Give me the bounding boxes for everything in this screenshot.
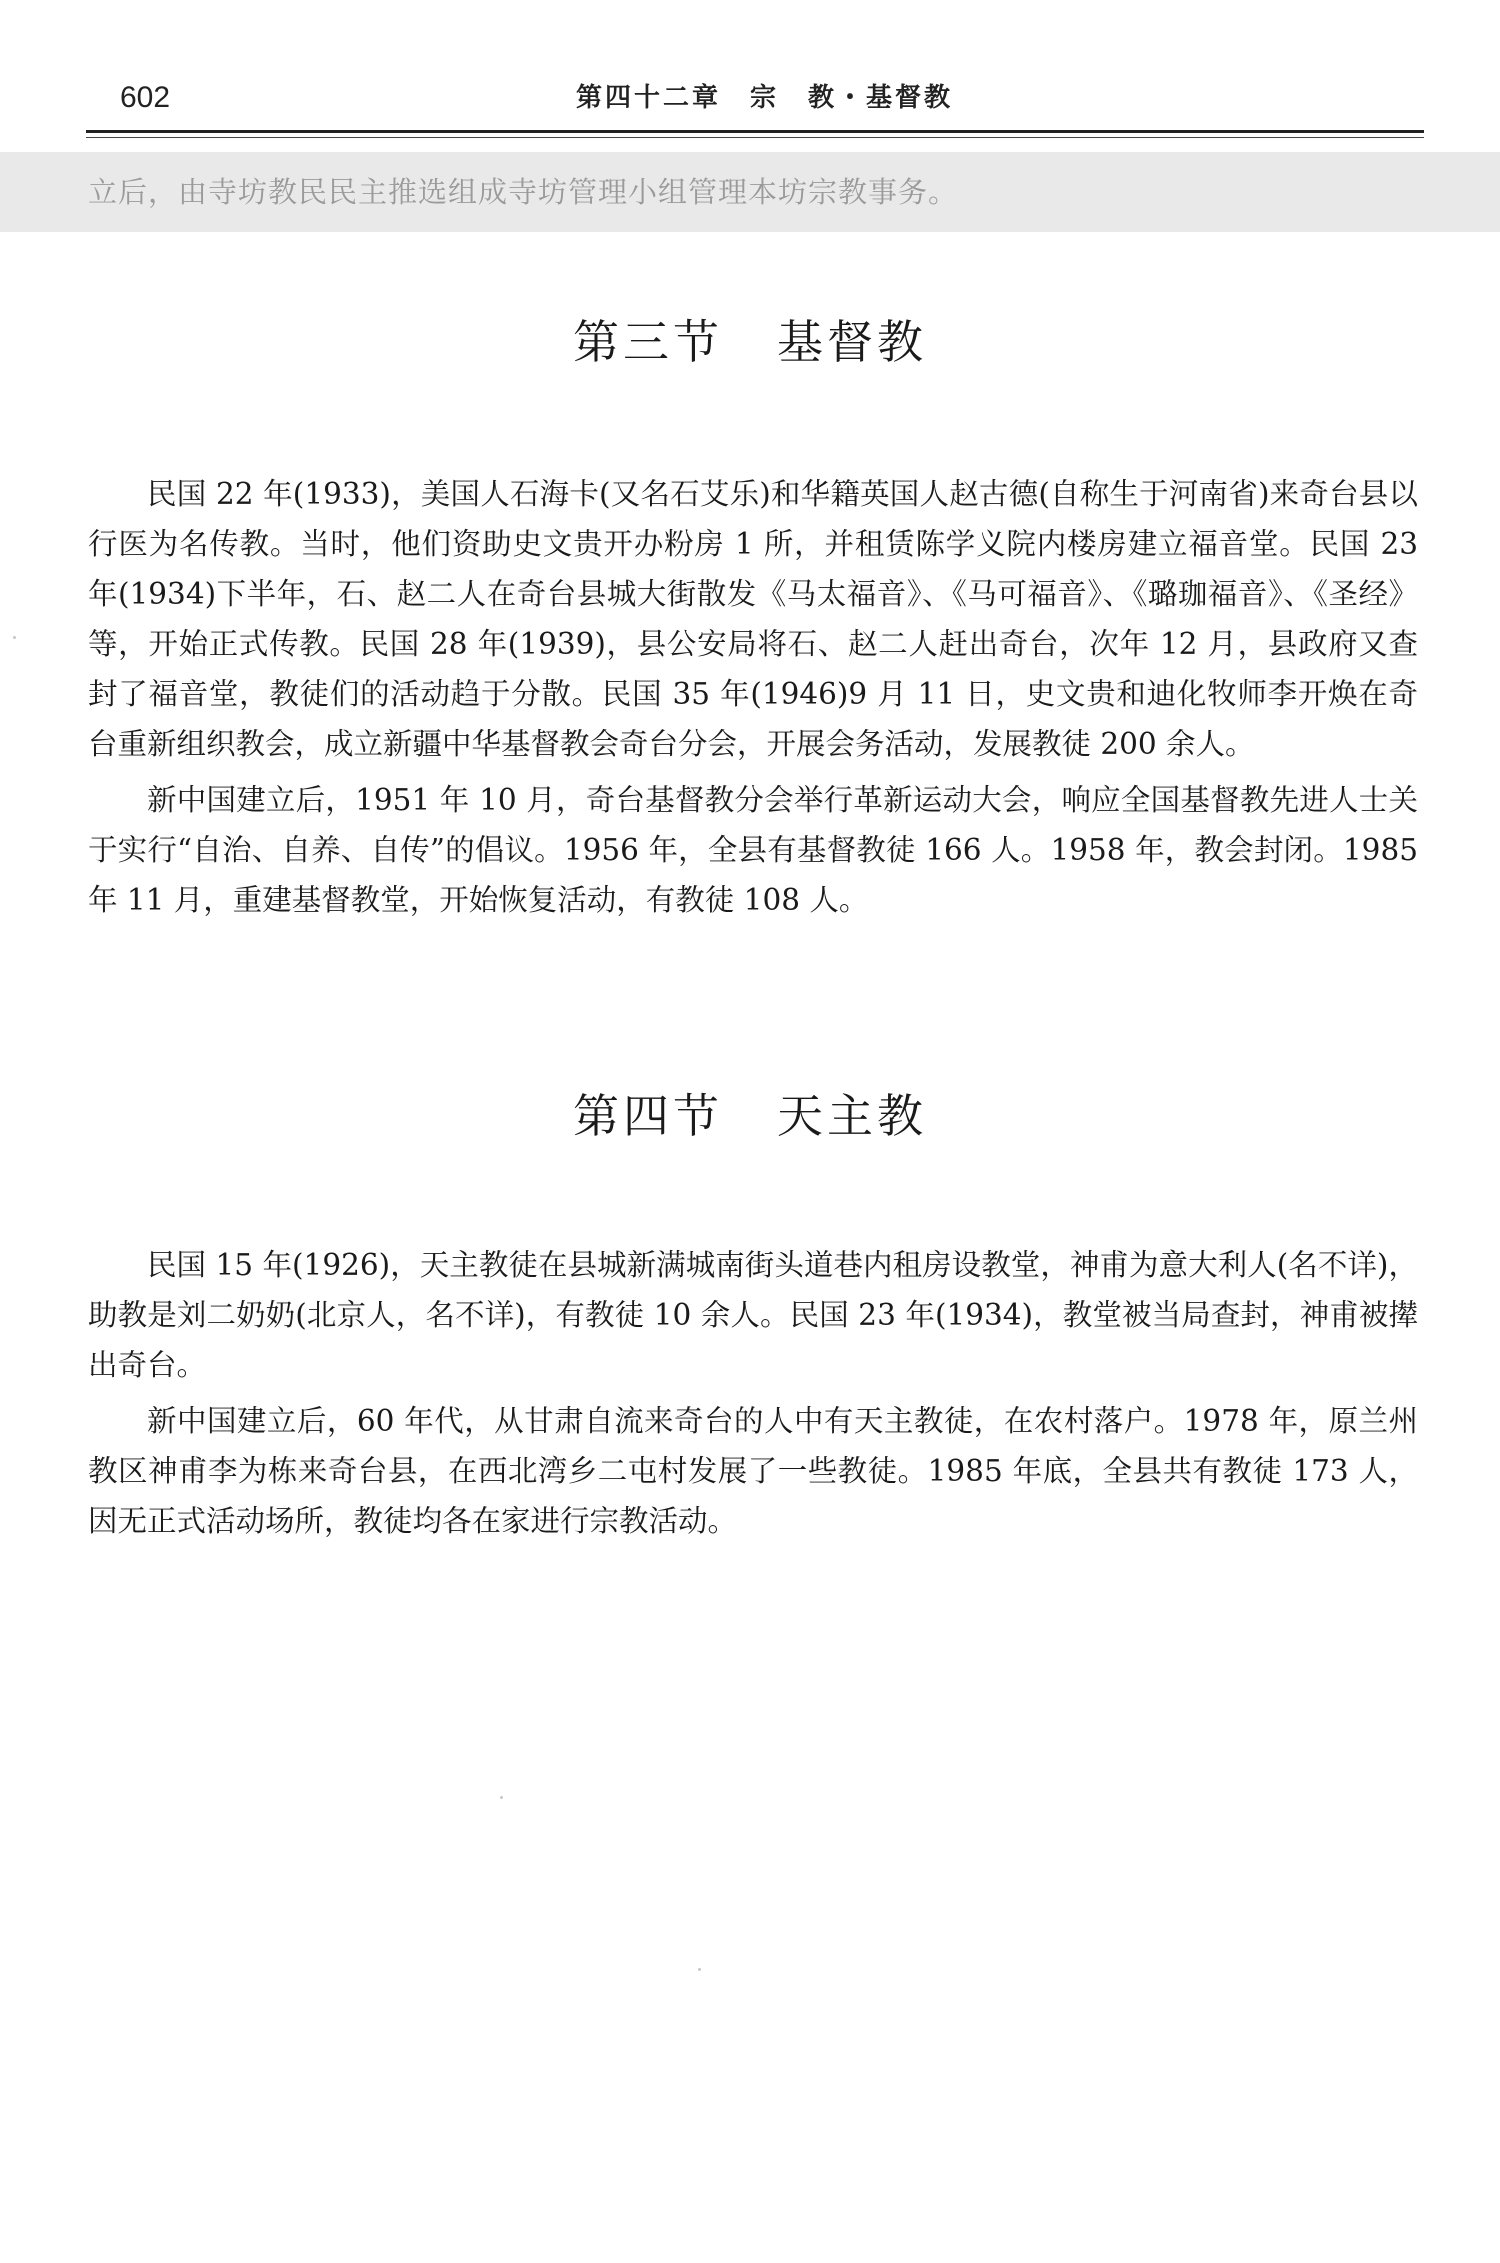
header-rule-thin xyxy=(86,137,1424,138)
section-3-name: 基督教 xyxy=(777,315,927,369)
header-rule-thick xyxy=(86,130,1424,133)
continuation-text: 立后，由寺坊教民民主推选组成寺坊管理小组管理本坊宗教事务。 xyxy=(88,175,959,209)
scan-speck xyxy=(13,636,16,639)
section-4-number: 第四节 xyxy=(573,1089,723,1143)
page-number: 602 xyxy=(120,81,171,114)
page-header xyxy=(86,78,1424,118)
section-3-title xyxy=(0,312,1500,372)
running-head: 第四十二章 宗 教・基督教 xyxy=(576,83,954,113)
section-4-name: 天主教 xyxy=(777,1089,927,1143)
scan-speck xyxy=(698,1968,701,1971)
section-3-number: 第三节 xyxy=(573,315,723,369)
section-3-body xyxy=(88,469,1418,931)
section-4-paragraph-2: 新中国建立后，60 年代，从甘肃自流来奇台的人中有天主教徒，在农村落户。1978 年，原兰州教区神甫李为栋来奇台县，在西北湾乡二屯村发展了一些教徒。1985 年底，全县共有教徒 173 人，因无正式活动场所，教徒均各在家进行宗教活动。 xyxy=(88,1404,1418,1538)
section-4-body xyxy=(88,1240,1418,1552)
section-4-title xyxy=(0,1086,1500,1146)
section-3-paragraph-2: 新中国建立后，1951 年 10 月，奇台基督教分会举行革新运动大会，响应全国基督教先进人士关于实行“自治、自养、自传”的倡议。1956 年，全县有基督教徒 166 人。1958 年，教会封闭。1985 年 11 月，重建基督教堂，开始恢复活动，有教徒 108 人。 xyxy=(88,783,1418,917)
section-4-paragraph-1: 民国 15 年(1926)，天主教徒在县城新满城南街头道巷内租房设教堂，神甫为意大利人(名不详)，助教是刘二奶奶(北京人，名不详)，有教徒 10 余人。民国 23 年(1934)，教堂被当局查封，神甫被撵出奇台。 xyxy=(88,1248,1418,1382)
section-3-paragraph-1: 民国 22 年(1933)，美国人石海卡(又名石艾乐)和华籍英国人赵古德(自称生于河南省)来奇台县以行医为名传教。当时，他们资助史文贵开办粉房 1 所，并租赁陈学义院内楼房建立福音堂。民国 23 年(1934)下半年，石、赵二人在奇台县城大街散发《马太福音》、《马可福音》、《璐珈福音》、《圣经》等，开始正式传教。民国 28 年(1939)，县公安局将石、赵二人赶出奇台，次年 12 月，县政府又查封了福音堂，教徒们的活动趋于分散。民国 35 年(1946)9 月 11 日，史文贵和迪化牧师李开焕在奇台重新组织教会，成立新疆中华基督教会奇台分会，开展会务活动，发展教徒 200 余人。 xyxy=(88,477,1418,761)
scan-speck xyxy=(500,1796,503,1799)
